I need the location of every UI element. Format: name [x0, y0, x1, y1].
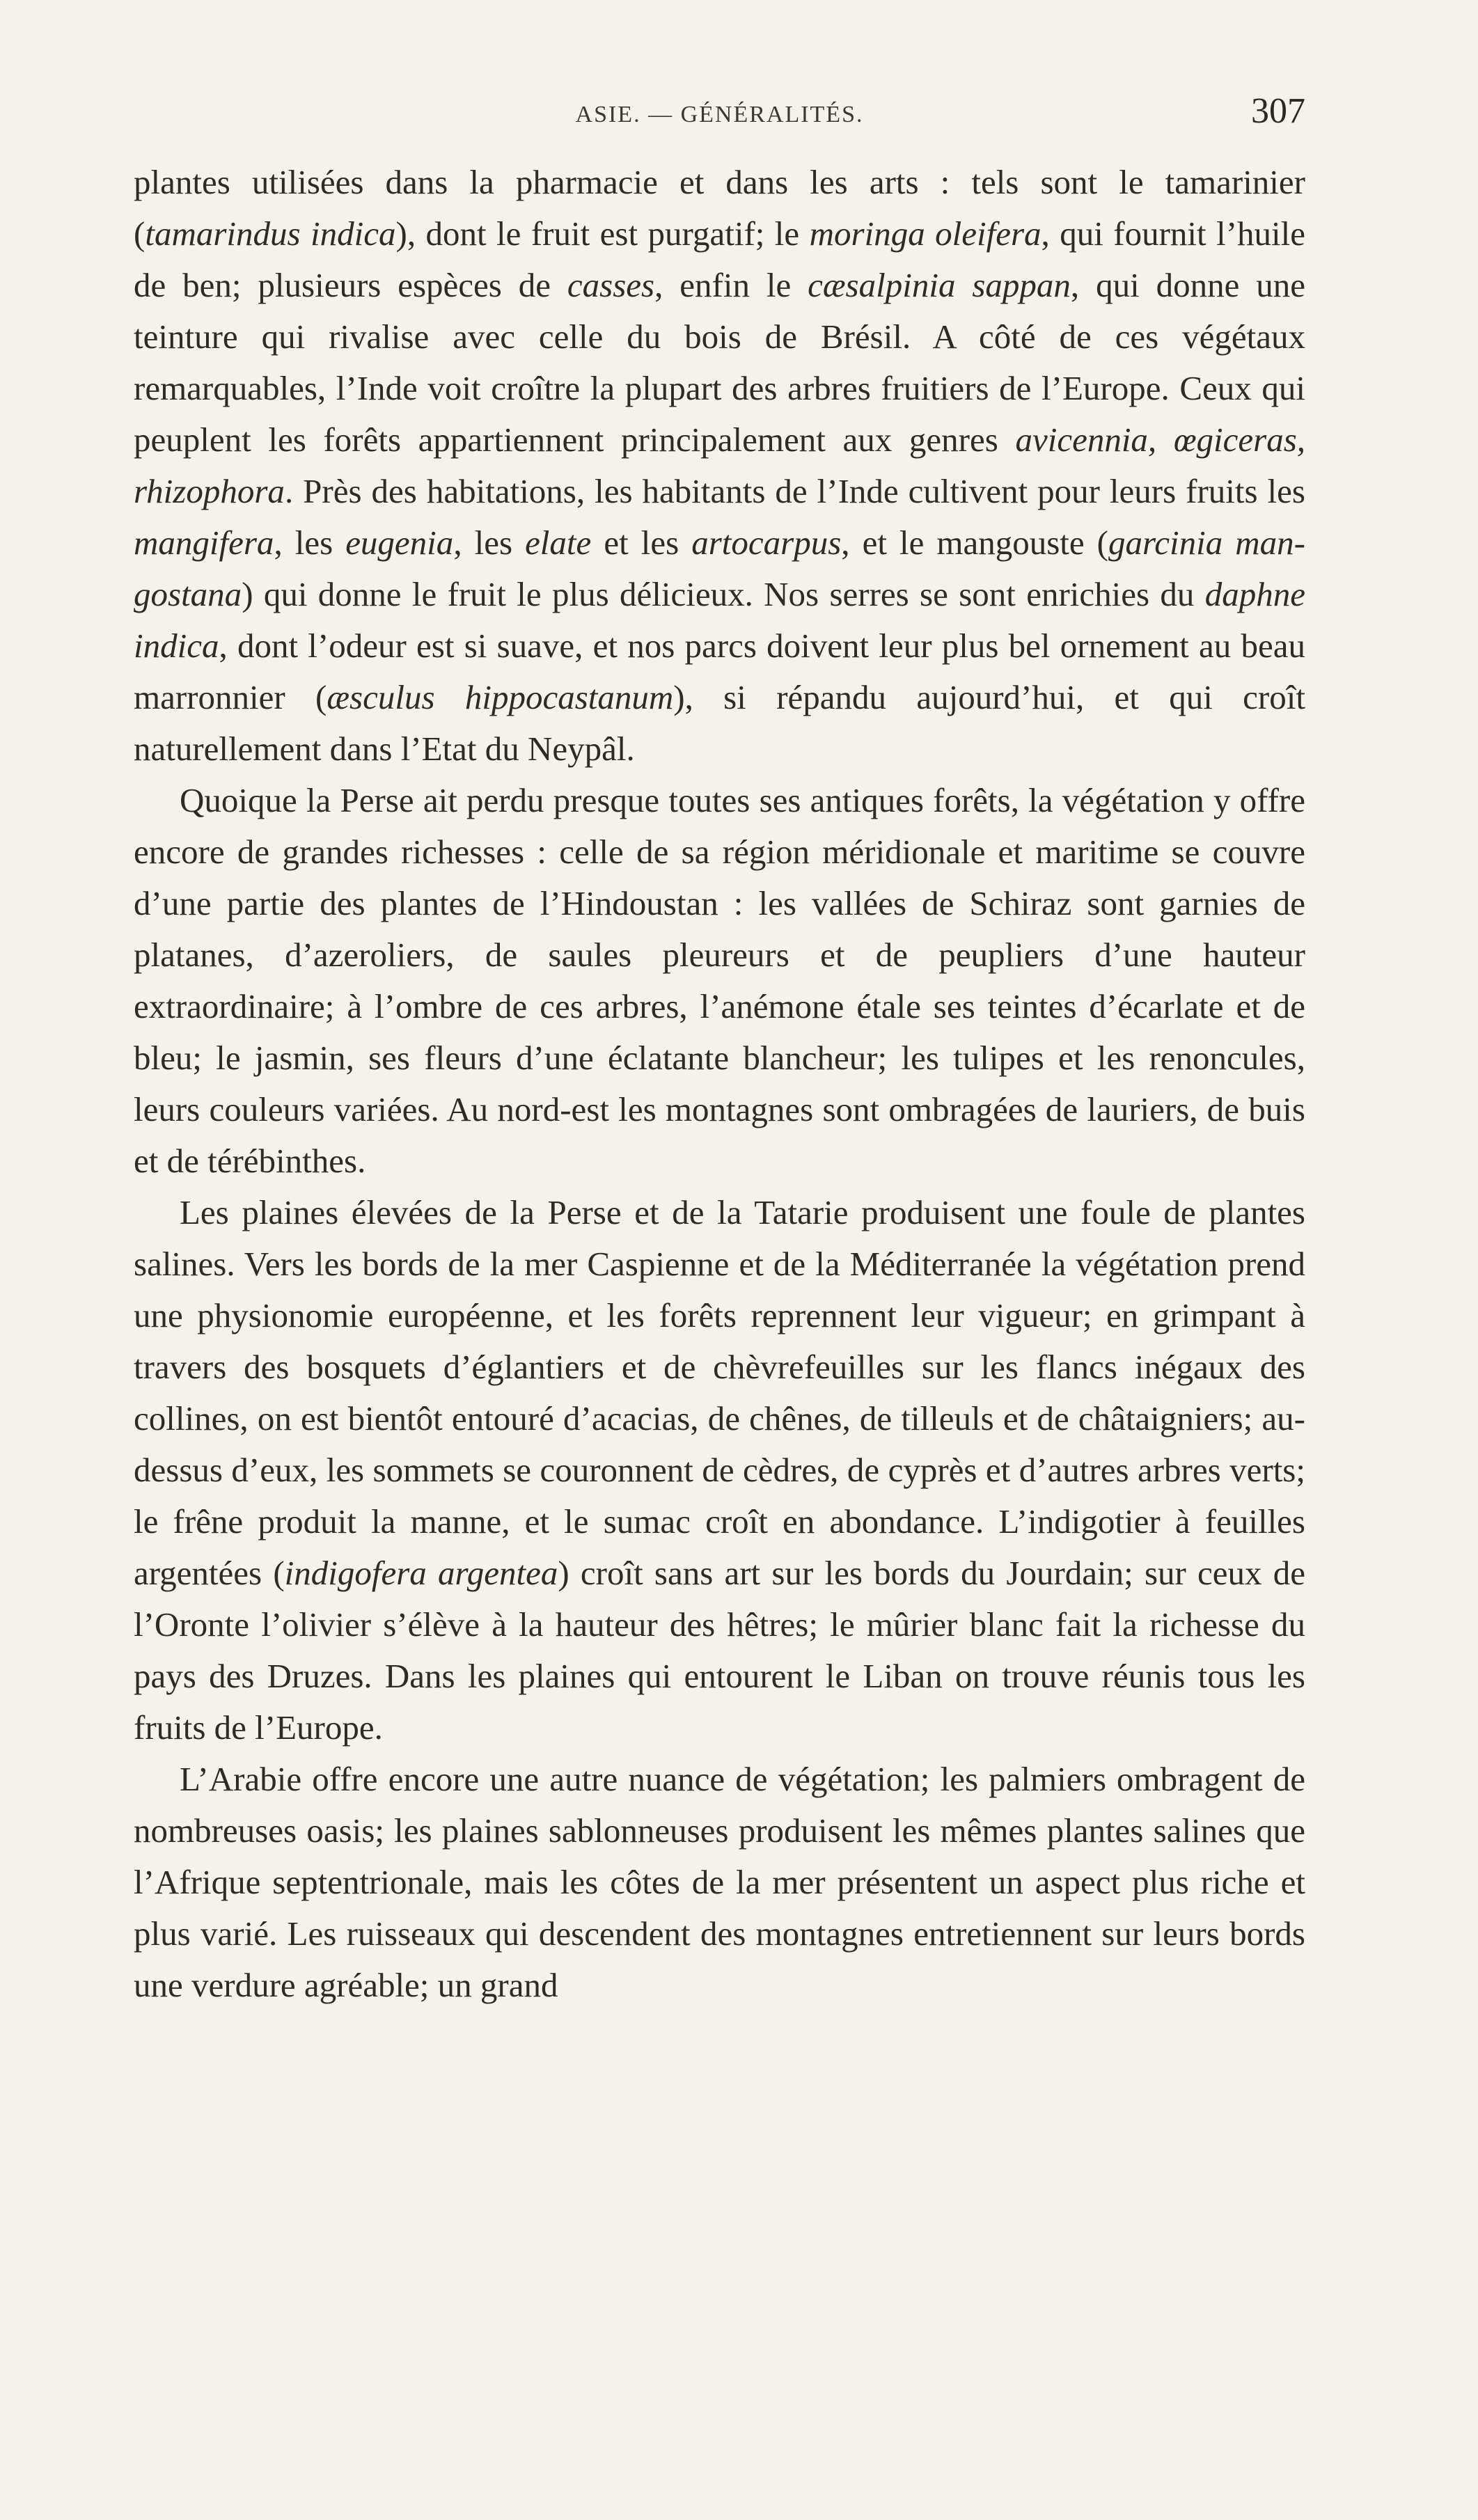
text-segment: . Près des habitations, les habitants de l’Inde cultivent pour leurs fruits les	[284, 472, 1305, 510]
italic-term: mangifera	[134, 523, 274, 562]
text-segment: Les plaines élevées de la Perse et de la Tatarie produisent une foule de plantes salines. Vers les bords de la mer Caspienne et de la Méditerranée la végétation prend une physionomie européenne, et les forêts reprennent leur vigueur; en grimpant à travers des bosquets d’églantiers et de chèvrefeuilles sur les flancs inégaux des collines, on est bientôt entouré d’acacias, de chênes, de tilleuls et de châtaigniers; au-dessus d’eux, les sommets se couronnent de cèdres, de cyprès et d’autres arbres verts; le frêne produit la manne, et le sumac croît en abondance. L’indigotier à feuilles argentées (	[134, 1193, 1305, 1592]
text-segment: plantes utilisées dans la pharmacie et dans les arts : tels sont le tamarinier (	[134, 163, 1305, 253]
text-segment: , qui donne une teinture qui rivalise avec celle du bois de Brésil. A côté de ces végétaux remarquables, l’Inde voit croître la plupart des arbres fruitiers de l’Europe. Ceux qui peuplent les forêts appartiennent principalement aux genres	[134, 266, 1305, 459]
text-segment: , et le mangouste (	[841, 523, 1109, 562]
running-title: ASIE. — GÉNÉRALITÉS.	[575, 102, 864, 127]
italic-term: cæsalpinia sappan	[808, 266, 1071, 304]
paragraph-2	[134, 775, 1305, 1187]
text-segment: ) croît sans art sur les bords du Jourdain; sur ceux de l’Oronte l’olivier s’élève à la hauteur des hêtres; le mûrier blanc fait la richesse du pays des Druzes. Dans les plaines qui entourent le Liban on trouve réunis tous les fruits de l’Europe.	[134, 1554, 1305, 1747]
text-segment: ) qui donne le fruit le plus délicieux. Nos serres se sont enrichies du	[242, 575, 1205, 613]
text-segment: Quoique la Perse ait perdu presque toutes ses antiques forêts, la végétation y offre encore de grandes richesses : celle de sa région méridionale et maritime se couvre d’une partie des plantes de l’Hindoustan : les vallées de Schiraz sont garnies de platanes, d’azeroliers, de saules pleureurs et de peupliers d’une hauteur extraordinaire; à l’ombre de ces arbres, l’anémone étale ses teintes d’écarlate et de bleu; le jasmin, ses fleurs d’une éclatante blancheur; les tulipes et les renoncules, leurs couleurs variées. Au nord-est les montagnes sont ombragées de lauriers, de buis et de térébinthes.	[134, 781, 1305, 1180]
text-segment: et les	[591, 523, 692, 562]
paragraph-3	[134, 1187, 1305, 1754]
text-segment: L’Arabie offre encore une autre nuance de végétation; les palmiers ombragent de nombreuses oasis; les plaines sablonneuses produisent les mêmes plantes salines que l’Afrique septentrionale, mais les côtes de la mer présentent un aspect plus riche et plus varié. Les ruisseaux qui descendent des montagnes entretiennent sur leurs bords une verdure agréable; un grand	[134, 1760, 1305, 2004]
italic-term: garcinia mangostana	[134, 523, 1305, 613]
text-segment: , les	[274, 523, 346, 562]
italic-term: moringa oleifera	[809, 214, 1041, 253]
text-segment: ), dont le fruit est purgatif; le	[395, 214, 810, 253]
paragraph-4	[134, 1754, 1305, 2011]
text-segment: ), si répandu aujourd’hui, et qui croît naturellement dans l’Etat du Neypâl.	[134, 678, 1305, 768]
italic-term: casses	[567, 266, 655, 304]
italic-term: elate	[525, 523, 592, 562]
page-header	[134, 90, 1305, 139]
text-segment: , qui fournit l’huile de ben; plusieurs espèces de	[134, 214, 1305, 304]
italic-term: artocarpus	[691, 523, 842, 562]
italic-term: tamarindus indica	[145, 214, 396, 253]
italic-term: indigofera argentea	[284, 1554, 558, 1592]
italic-term: daphne indica	[134, 575, 1305, 665]
body-text	[134, 157, 1305, 2011]
text-segment: , dont l’odeur est si suave, et nos parcs doivent leur plus bel ornement au beau marronnier (	[134, 627, 1305, 716]
italic-term: avicennia, œgiceras, rhizophora	[134, 420, 1306, 510]
page-number: 307	[1251, 91, 1305, 131]
italic-term: eugenia	[345, 523, 454, 562]
paragraph-1	[134, 157, 1305, 775]
italic-term: æsculus hippocastanum	[327, 678, 674, 716]
text-segment: , les	[453, 523, 526, 562]
text-segment: , enfin le	[654, 266, 808, 304]
